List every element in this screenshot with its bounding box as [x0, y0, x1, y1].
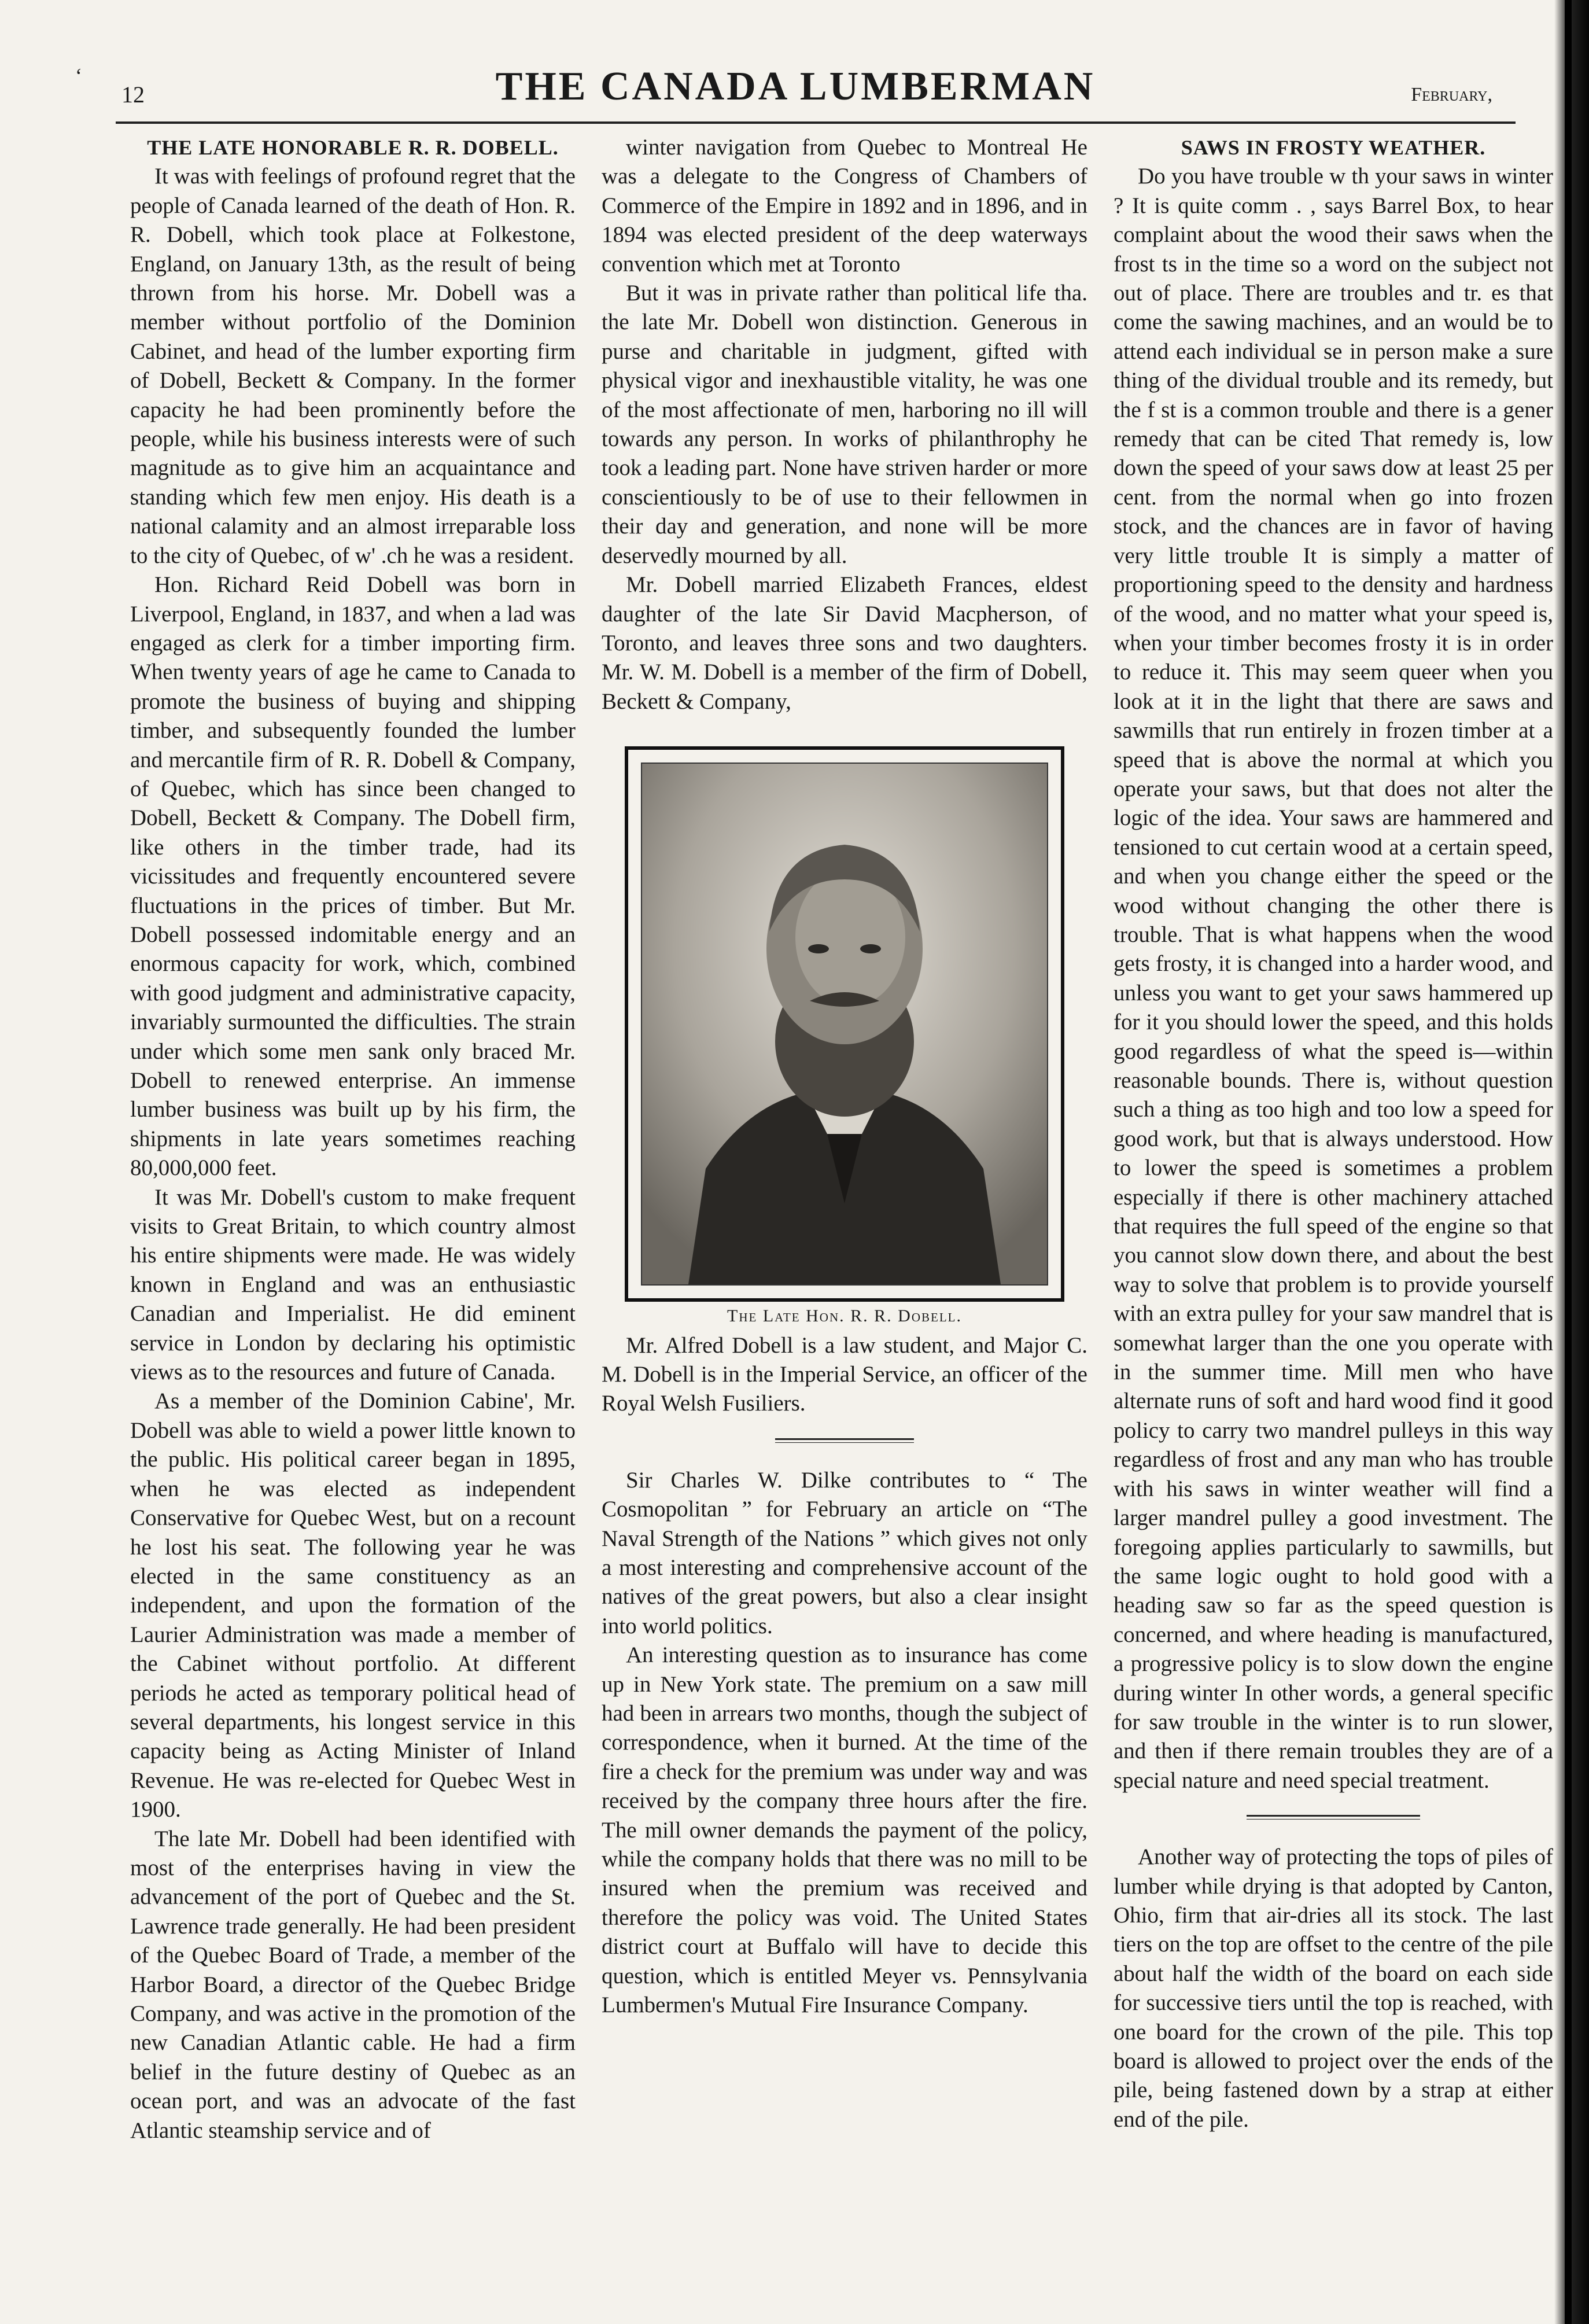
article-paragraph: Mr. Dobell married Elizabeth Frances, eldest daughter of the late Sir David Macpherson, of Toronto, and leaves three sons and two daughters. Mr. W. M. Dobell is a member of the firm of Dobell, Beckett & Company, — [602, 572, 1087, 714]
column-3 — [1114, 133, 1553, 2245]
portrait-frame — [625, 746, 1064, 1302]
page-number: 12 — [121, 82, 145, 108]
portrait-caption: The Late Hon. R. R. Dobell. — [727, 1306, 962, 1326]
page-edge — [1565, 0, 1572, 2324]
section-divider — [775, 1438, 914, 1443]
issue-date: February, — [1411, 84, 1492, 105]
article-headline-saws: SAWS IN FROSTY WEATHER. — [1181, 136, 1486, 159]
article-paragraph: Mr. Alfred Dobell is a law student, and Major C. M. Dobell is in the Imperial Service, an officer of the Royal Welsh Fusiliers. — [602, 1332, 1087, 1416]
masthead-title: THE CANADA LUMBERMAN — [495, 64, 1096, 109]
article-paragraph: Sir Charles W. Dilke contributes to “ The Cosmopolitan ” for February an article on “The Naval Strength of the Nations ” which gives not only a most interesting and comprehensive account of the natives of the great powers, but also a clear insight into world politics. — [602, 1467, 1087, 1638]
article-paragraph: winter navigation from Quebec to Montreal He was a delegate to the Congress of Chambers of Commerce of the Empire in 1892 and in 1896, and in 1894 was elected president of the deep waterways convention which met at Toronto — [602, 135, 1087, 277]
article-paragraph: Another way of protecting the tops of piles of lumber while drying is that adopted by Canton, Ohio, firm that air-dries all its stock. The last tiers on the top are offset to the centre of the pile about half the width of the board on each side for successive tiers until the top is reached, with one board for the crown of the pile. This top board is allowed to project over the ends of the pile, being fastened down by a strap at either end of the pile. — [1114, 1844, 1553, 2132]
article-paragraph: But it was in private rather than political life tha. the late Mr. Dobell won distinction. Generous in purse and charitable in judgment, gifted with physical vigor and inexhaustible vitality, he was one of the most affectionate of men, harboring no ill will towards any person. In works of philanthrophy he took a leading part. None have striven harder or more conscientiously to be of use to their fellowmen in their day and generation, and none will be more deservedly mourned by all. — [602, 281, 1087, 568]
article-paragraph: The late Mr. Dobell had been identified with most of the enterprises having in view the advancement of the port of Quebec and the St. Lawrence trade generally. He had been president of the Quebec Board of Trade, a member of the Harbor Board, a director of the Quebec Bridge Company, and was active in the promotion of the new Canadian Atlantic cable. He had a firm belief in the future destiny of Quebec as an ocean port, and was an advocate of the fast Atlantic steamship service and of — [130, 1826, 576, 2143]
article-paragraph: It was with feelings of profound regret that the people of Canada learned of the death of Hon. R. R. Dobell, which took place at Folkestone, England, on January 13th, as the result of being thrown from his horse. Mr. Dobell was a member without portfolio of the Dominion Cabinet, and head of the lumber exporting firm of Dobell, Beckett & Company. In the former capacity he had been prominently before the people, while his business interests were of such magnitude as to give him an acquaintance and standing which few men enjoy. His death is a national calamity and an almost irreparable loss to the city of Quebec, of w' .ch he was a resident. — [130, 164, 576, 568]
corner-mark: ʻ — [75, 64, 82, 87]
page-edge-shadow — [1554, 0, 1589, 2324]
column-2 — [602, 133, 1087, 2020]
article-paragraph: It was Mr. Dobell's custom to make frequent visits to Great Britain, to which country almost his entire shipments were made. He was widely known in England and was an enthusiastic Canadian and Imperialist. He did eminent service in London by declaring his optimistic views as to the resources and future of Canada. — [130, 1184, 576, 1385]
article-headline-dobell: THE LATE HONORABLE R. R. DOBELL. — [147, 136, 559, 159]
section-divider — [1247, 1815, 1420, 1820]
portrait-photo — [641, 763, 1048, 1286]
header-rule — [116, 121, 1516, 124]
article-paragraph: As a member of the Dominion Cabine', Mr. Dobell was able to wield a power little known to the public. His political career began in 1895, when he was elected as independent Conservative for Quebec West, but on a recount he lost his seat. The following year he was elected in the same constituency as an independent, and upon the formation of the Laurier Administration was made a member of the Cabinet without portfolio. At different periods he acted as temporary political head of several departments, his longest service in this capacity being as Acting Minister of Inland Revenue. He was re-elected for Quebec West in 1900. — [130, 1388, 576, 1822]
column-1 — [130, 133, 576, 2145]
portrait-illustration — [642, 764, 1047, 1284]
article-paragraph: An interesting question as to insurance has come up in New York state. The premium on a saw mill had been in arrears two months, though the subject of correspondence, when it burned. At the time of the fire a check for the premium was under way and was received by the company three hours after the fire. The mill owner demands the payment of the policy, while the company holds that there was no mill to be insured when the premium was received and therefore the policy was void. The United States district court at Buffalo will have to decide this question, which is entitled Meyer vs. Pennsylvania Lumbermen's Mutual Fire Insurance Company. — [602, 1642, 1087, 2018]
page-header — [75, 58, 1516, 127]
article-paragraph: Hon. Richard Reid Dobell was born in Liverpool, England, in 1837, and when a lad was engaged as clerk for a timber importing firm. When twenty years of age he came to Canada to promote the business of buying and shipping timber, and subsequently founded the lumber and mercantile firm of R. R. Dobell & Company, of Quebec, which has since been changed to Dobell, Beckett & Company. The Dobell firm, like others in the timber trade, had its vicissitudes and frequently encountered severe fluctuations in the prices of timber. But Mr. Dobell possessed indomitable energy and an enormous capacity for work, which, combined with good judgment and administrative capacity, invariably surmounted the difficulties. The strain under which some men sank only braced Mr. Dobell to renewed enterprise. An immense lumber business was built up by his firm, the shipments in late years sometimes reaching 80,000,000 feet. — [130, 572, 576, 1181]
article-paragraph: Do you have trouble w th your saws in winter ? It is quite comm . , says Barrel Box, to hear complaint about the wood their saws when the frost ts in the time so a word on the subject not out of place. There are troubles and tr. es that come the sawing machines, and an would be to attend each individual se in person make a sure thing of the dividual trouble and its remedy, but the f st is a common trouble and there is a gener remedy that can be cited That remedy is, low down the speed of your saws dow at least 25 per cent. from the normal when go into frozen stock, and the chances are in favor of having very little trouble It is simply a matter of proportioning speed to the density and hardness of the wood, and no matter what your speed is, when your timber becomes frosty it is in order to reduce it. This may seem queer when you look at it in the light that there are saws and sawmills that run entirely in frozen timber at a speed that is above the normal at which you operate your saws, but that does not alter the logic of the idea. Your saws are hammered and tensioned to cut certain wood at a certain speed, and when you change either the speed or the wood without changing the other there is trouble. That is what happens when the wood gets frosty, it is changed into a harder wood, and unless you want to get your saws hammered up for it you should lower the speed, and this holds good regardless of what the speed is—within reasonable bounds. There is, without question such a thing as too high and too low a speed for good work, but that is always understood. How to lower the speed is sometimes a problem especially if there is other machinery attached that requires the full speed of the engine so that you cannot slow down there, and about the best way to solve that problem is to provide yourself with an extra pulley for your saw mandrel that is somewhat larger than the one you operate with in the summer time. Mill men who have alternate runs of soft and hard wood find it good policy to carry two mandrel pulleys in this way regardless of frost and any man who has trouble with his saws in winter weather will find a larger mandrel pulley a good investment. The foregoing applies particularly to sawmills, but the same logic ought to hold good with a heading saw so far as the speed question is concerned, and where heading is manufactured, a progressive policy is to slow down the engine during winter In other words, a general specific for saw trouble in the winter is to run slower, and then if there remain troubles they are of a special nature and need special treatment. — [1114, 164, 1553, 1793]
